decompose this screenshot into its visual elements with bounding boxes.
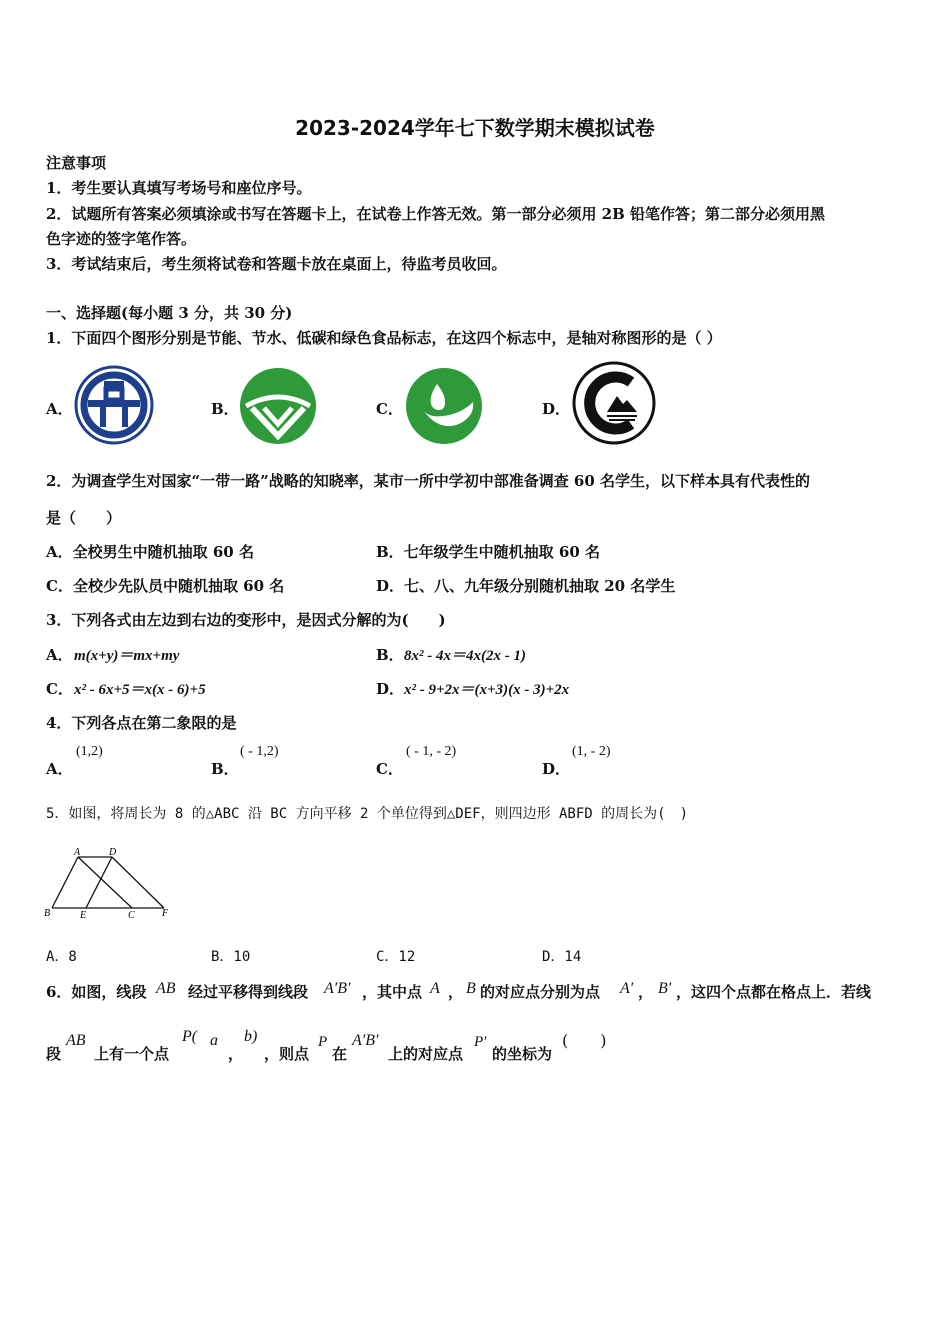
q6-text-7: 上有一个点 [94,1045,170,1063]
q4-stem: 4．下列各点在第二象限的是 [46,714,237,732]
point-label-e: E [80,910,87,921]
q4-label-a: A． [46,760,73,778]
q1-label-d: D． [542,400,571,418]
q6-comma-1: ， [448,983,464,1001]
q6-seg-a1b1: A′B′ [324,980,351,997]
q6-pt-p: P( [182,1028,198,1045]
section-heading: 一、选择题(每小题 3 分，共 30 分) [46,304,293,322]
q1-label-a: A． [46,400,73,418]
green-food-logo [571,360,657,446]
q4-coord-d: (1, - 2) [572,744,611,759]
q2-stem-line2: 是（ ） [46,509,122,527]
q6-pt-b1: B′ [658,980,672,997]
q1-label-b: B． [211,400,239,418]
notice-item-2-cont: 色字迹的签字笔作答。 [46,230,197,248]
q6-text-10: 上的对应点 [388,1045,464,1063]
q6-pt-b: B [466,980,476,997]
q3-option-b: 8x² - 4x＝4x(2x - 1) [404,648,526,664]
q5-option-a: A．8 [46,949,77,965]
q4-label-c: C． [376,760,403,778]
q5-stem: 5．如图，将周长为 8 的△ABC 沿 BC 方向平移 2 个单位得到△DEF，则四边形 ABFD 的周长为( ) [46,806,689,822]
q6-seg-ab: AB [156,980,176,997]
q6-answer-paren: ( ) [562,1031,607,1050]
notice-heading: 注意事项 [46,154,107,172]
q5-option-d: D．14 [542,949,582,965]
page-title: 2023-2024学年七下数学期末模拟试卷 [295,116,655,140]
q5-option-c: C．12 [376,949,416,965]
q3-option-a: m(x+y)＝mx+my [74,648,180,664]
low-carbon-logo [403,366,485,446]
q6-text-3: ，其中点 [362,983,423,1001]
notice-item-3: 3．考试结束后，考生须将试卷和答题卡放在桌面上，待监考员收回。 [46,255,507,273]
q6-pt-p-only: P [318,1034,328,1050]
q4-label-d: D． [542,760,571,778]
q6-text-2: 经过平移得到线段 [188,983,309,1001]
q2-option-d: D．七、八、九年级分别随机抽取 20 名学生 [376,577,676,595]
q3-option-d: x² - 9+2x＝(x+3)(x - 3)+2x [404,682,570,698]
q6-var-a: a [210,1032,218,1049]
q6-seg-a1b1-2: A′B′ [352,1032,379,1049]
q4-label-b: B． [211,760,239,778]
q6-comma-3: ， [228,1045,244,1063]
q5-triangle-figure [40,845,180,925]
q6-text-8: ，则点 [264,1045,310,1063]
q6-pt-a: A [430,980,440,997]
q6-text-9: 在 [332,1045,348,1063]
q6-seg-ab-2: AB [66,1032,86,1049]
q6-text-4: 的对应点分别为点 [480,983,601,1001]
q4-coord-a: (1,2) [76,744,103,759]
energy-saving-logo [72,364,156,446]
point-label-d: D [109,847,117,858]
q1-label-c: C． [376,400,403,418]
q6-text-1: 6．如图，线段 [46,983,147,1001]
notice-item-2: 2．试题所有答案必须填涂或书写在答题卡上，在试卷上作答无效。第一部分必须用 2B 铅笔作答；第二部分必须用黑 [46,205,826,223]
q6-pt-p1: P′ [474,1034,487,1050]
notice-item-1: 1．考生要认真填写考场号和座位序号。 [46,179,312,197]
q3-label-c: C． [46,680,73,698]
q2-option-b: B．七年级学生中随机抽取 60 名 [376,543,600,561]
point-label-f: F [162,908,169,919]
q2-option-c: C．全校少先队员中随机抽取 60 名 [46,577,285,595]
q2-option-a: A．全校男生中随机抽取 60 名 [46,543,254,561]
q3-stem: 3．下列各式由左边到右边的变形中，是因式分解的为( ) [46,611,446,629]
q2-stem-line1: 2．为调查学生对国家“一带一路”战略的知晓率，某市一所中学初中部准备调查 60 名学生，以下样本具有代表性的 [46,472,811,490]
q4-coord-c: ( - 1, - 2) [406,744,457,759]
point-label-b: B [44,908,51,919]
q1-stem: 1．下面四个图形分别是节能、节水、低碳和绿色食品标志，在这四个标志中，是轴对称图形的是（ ） [46,329,722,347]
q6-comma-2: ， [638,983,654,1001]
q6-text-6: 段 [46,1045,62,1063]
q3-option-c: x² - 6x+5＝x(x - 6)+5 [74,682,206,698]
q6-text-5: ，这四个点都在格点上．若线 [676,983,872,1001]
q6-text-11: 的坐标为 [492,1045,553,1063]
q4-coord-b: ( - 1,2) [240,744,279,759]
q3-label-a: A． [46,646,73,664]
water-saving-logo [238,366,318,446]
q3-label-b: B． [376,646,404,664]
q6-var-b: b) [244,1028,258,1045]
point-label-c: C [128,910,135,921]
q3-label-d: D． [376,680,405,698]
point-label-a: A [74,847,81,858]
q6-pt-a1: A′ [620,980,634,997]
q5-option-b: B．10 [211,949,251,965]
